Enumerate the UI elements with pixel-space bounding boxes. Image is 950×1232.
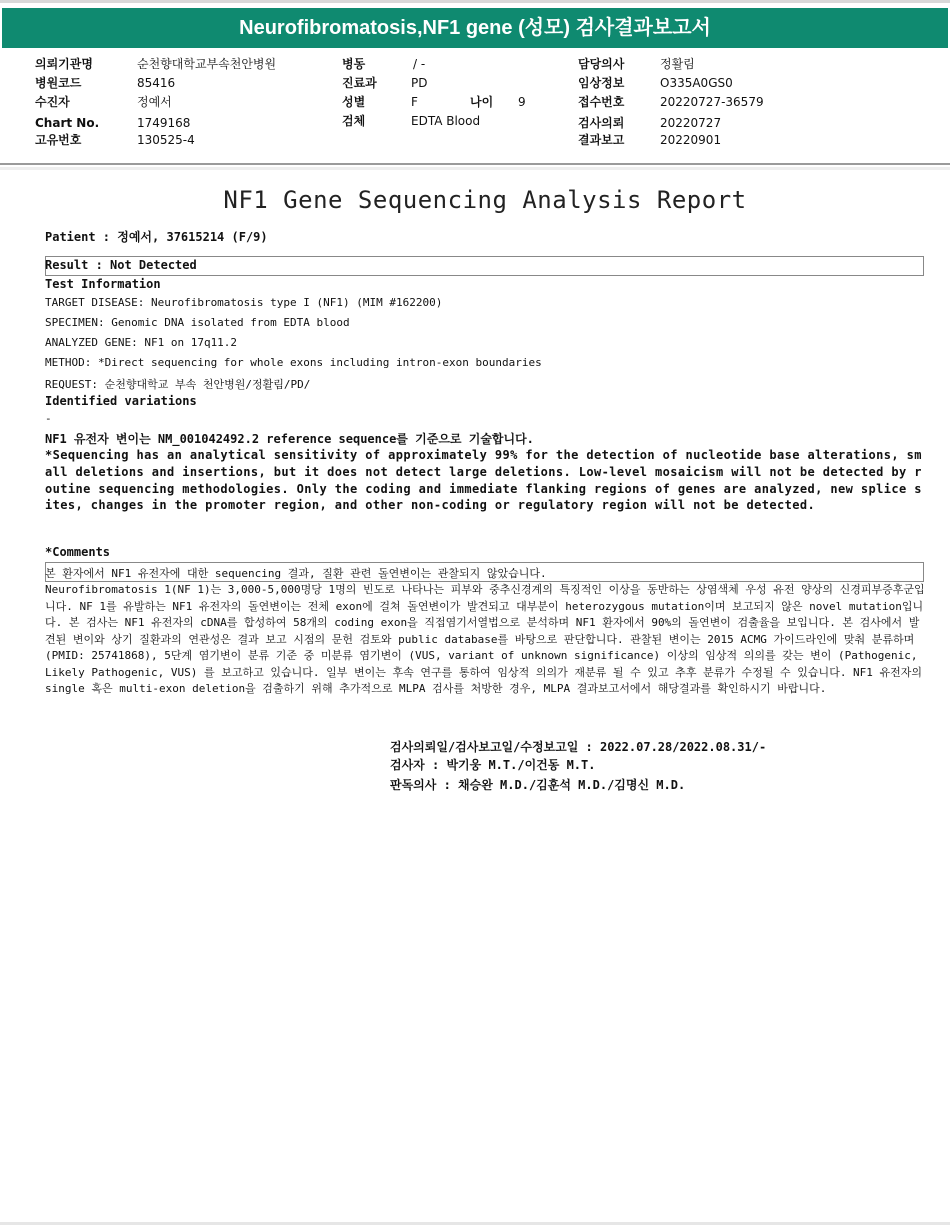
chart-no-value: 1749168	[137, 116, 191, 130]
reader-line: 판독의사 : 채승완 M.D./김훈석 M.D./김명신 M.D.	[390, 778, 686, 792]
report-date-value: 20220901	[660, 133, 722, 147]
age-value: 9	[518, 95, 526, 109]
attending-physician-label: 담당의사	[578, 57, 625, 71]
ward-label: 병동	[342, 57, 366, 71]
header-divider	[0, 163, 950, 165]
attending-physician-value: 정활림	[660, 57, 695, 71]
request-date-value: 20220727	[660, 116, 722, 130]
ward-value: / -	[413, 57, 426, 71]
specimen-label: 검체	[342, 114, 366, 128]
unique-id-label: 고유번호	[35, 133, 82, 147]
header-divider-shadow	[0, 167, 950, 170]
hospital-code-value: 85416	[137, 76, 176, 90]
department-label: 진료과	[342, 76, 377, 90]
top-divider	[0, 0, 950, 3]
identified-variations-heading: Identified variations	[45, 394, 197, 408]
reference-sequence-note: NF1 유전자 변이는 NM_001042492.2 reference sequence를 기준으로 기술합니다.	[45, 432, 534, 446]
specimen-value: EDTA Blood	[411, 114, 481, 128]
clinical-info-value: O335A0GS0	[660, 76, 733, 90]
request-line: REQUEST: 순천향대학교 부속 천안병원/정활림/PD/	[45, 378, 311, 391]
department-value: PD	[411, 76, 428, 90]
method-line: METHOD: *Direct sequencing for whole exons including intron-exon boundaries	[45, 356, 542, 369]
comment-body: Neurofibromatosis 1(NF 1)는 3,000-5,000명당 1명의 빈도로 나타나는 피부와 중추신경계의 특징적인 이상을 동반하는 상염색체 우성 유전 양상의 신경피부증후군입니다. NF 1를 유발하는 NF1 유전자의 돌연변이는 전체 exon에 걸쳐 돌연변이가 발견되고 대부분이 heterozygous mutation이며 보고되지 않은 novel mutation입니다. 본 검사는 NF1 유전자의 cDNA를 합성하여 58개의 coding exon을 직접염기서열법으로 분석하며 NF1 환자에서 90%의 돌연변이 검출율을 보입니다. 본 검사에서 발견된 변이와 상기 질환과의 연관성은 결과 보고 시점의 문헌 검토와 public database를 바탕으로 판단합니다. 관찰된 변이는 2015 ACMG 가이드라인에 맞춰 분류하며 (PMID: 25741868), 5단계 염기변이 분류 기준 중 미분류 염기변이 (VUS, variant of unknown significance) 이상의 임상적 의의를 갖는 변이 (Pathogenic, Likely Pathogenic, VUS) 를 보고하고 있습니다. 일부 변이는 후속 연구를 통하여 임상적 의의가 재분류 될 수 있고 추후 분류가 수정될 수 있습니다. NF1 유전자의 single 혹은 multi-exon deletion을 검출하기 위해 추가적으로 MLPA 검사를 처방한 경우, MLPA 결과보고서에서 해당결과를 확인하시기 바랍니다.	[45, 583, 925, 695]
patient-line: Patient : 정예서, 37615214 (F/9)	[45, 230, 268, 244]
dates-line: 검사의뢰일/검사보고일/수정보고일 : 2022.07.28/2022.08.31/-	[390, 740, 767, 754]
examiner-line: 검사자 : 박기웅 M.T./이건동 M.T.	[390, 758, 596, 772]
chart-no-label: Chart No.	[35, 116, 100, 130]
identified-variations-value: -	[45, 412, 52, 425]
report-banner-title: Neurofibromatosis,NF1 gene (성모) 검사결과보고서	[2, 8, 948, 48]
age-label: 나이	[470, 95, 494, 109]
specimen-line: SPECIMEN: Genomic DNA isolated from EDTA blood	[45, 316, 350, 329]
target-disease-line: TARGET DISEASE: Neurofibromatosis type I (NF1) (MIM #162200)	[45, 296, 443, 309]
sensitivity-note: *Sequencing has an analytical sensitivity of approximately 99% for the detection of nucleotide base alterations, small deletions and insertions, but it does not detect large deletions. Low-level mosaicism will not be detected by routine sequencing methodologies. Only the coding and immediate flanking regions of genes are analyzed, new splice sites, changes in the promoter region, and other non-coding or regulatory region will not be detected.	[45, 448, 922, 513]
comment-summary: 본 환자에서 NF1 유전자에 대한 sequencing 결과, 질환 관련 돌연변이는 관찰되지 않았습니다.	[45, 567, 547, 580]
institution-value: 순천향대학교부속천안병원	[137, 57, 277, 71]
sex-label: 성별	[342, 95, 366, 109]
unique-id-value: 130525-4	[137, 133, 195, 147]
accession-no-label: 접수번호	[578, 95, 625, 109]
sex-value: F	[411, 95, 418, 109]
result-line: Result : Not Detected	[45, 258, 197, 272]
comments-heading: *Comments	[45, 545, 111, 559]
bottom-divider	[0, 1222, 950, 1225]
accession-no-value: 20220727-36579	[660, 95, 764, 109]
patient-header	[0, 52, 950, 164]
test-info-heading: Test Information	[45, 277, 161, 291]
hospital-code-label: 병원코드	[35, 76, 82, 90]
patient-name-label: 수진자	[35, 95, 70, 109]
patient-name-value: 정예서	[137, 95, 172, 109]
report-title: NF1 Gene Sequencing Analysis Report	[223, 186, 747, 214]
report-date-label: 결과보고	[578, 133, 625, 147]
clinical-info-label: 임상정보	[578, 76, 625, 90]
institution-label: 의뢰기관명	[35, 57, 93, 71]
analyzed-gene-line: ANALYZED GENE: NF1 on 17q11.2	[45, 336, 238, 349]
request-date-label: 검사의뢰	[578, 116, 625, 130]
